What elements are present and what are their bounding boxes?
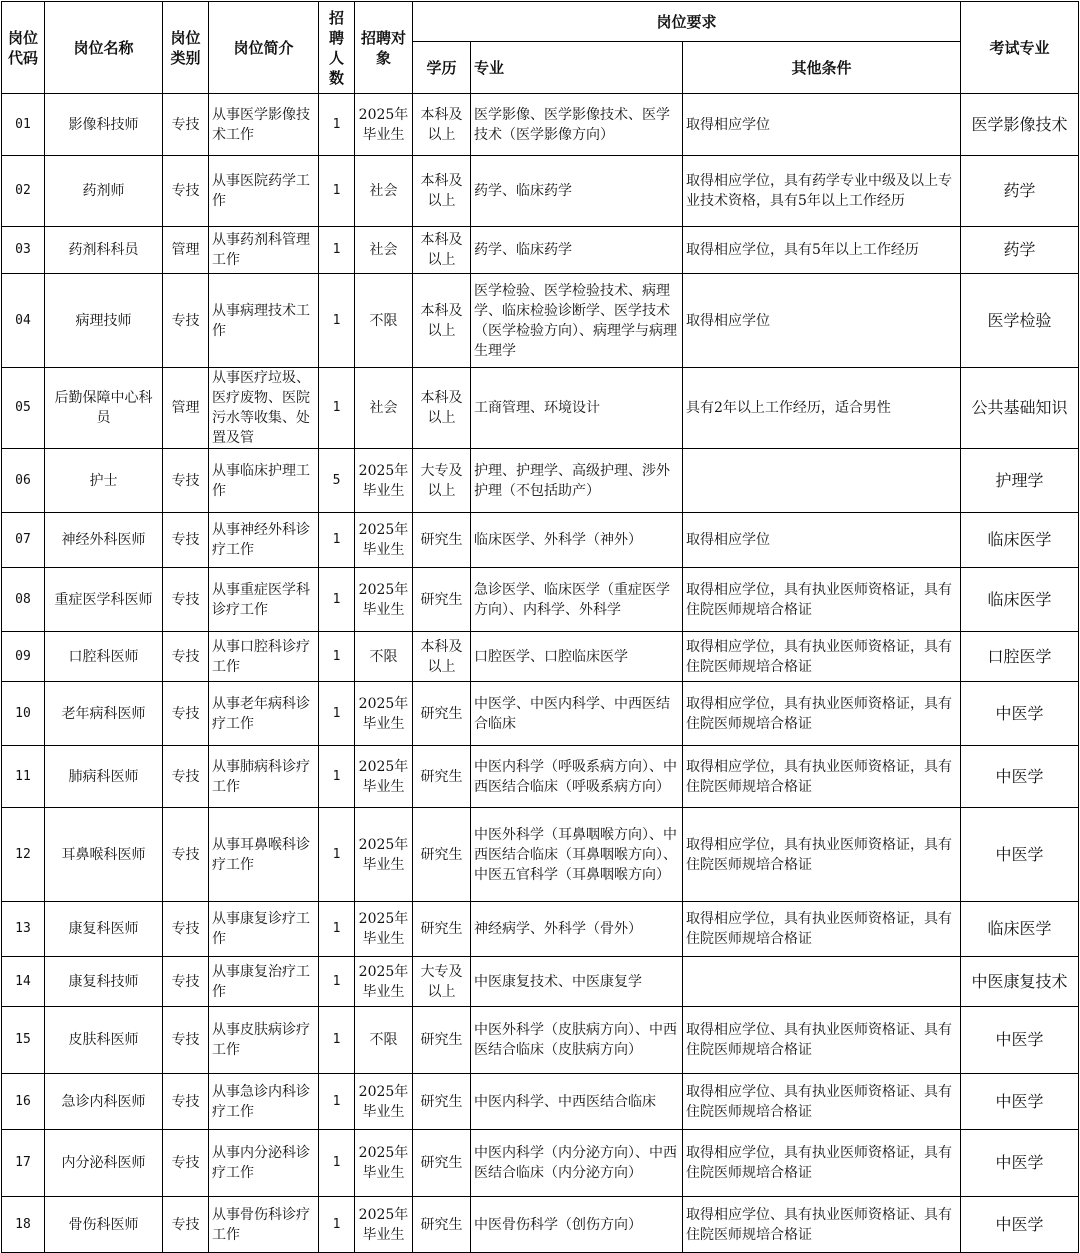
row-count: 1 xyxy=(319,1130,355,1197)
row-exam: 中医学 xyxy=(961,1074,1079,1130)
row-code: 10 xyxy=(2,682,45,746)
header-code: 岗位代码 xyxy=(2,2,45,94)
row-exam: 中医学 xyxy=(961,682,1079,746)
table-row xyxy=(2,368,1079,449)
table-row xyxy=(2,156,1079,227)
row-count: 1 xyxy=(319,1197,355,1253)
row-intro: 从事耳鼻喉科诊疗工作 xyxy=(209,808,319,902)
header-exam: 考试专业 xyxy=(961,2,1079,94)
row-education: 研究生 xyxy=(413,1007,471,1074)
row-education: 本科及以上 xyxy=(413,274,471,368)
row-exam: 公共基础知识 xyxy=(961,368,1079,449)
row-intro: 从事医疗垃圾、医疗废物、医院污水等收集、处置及管 xyxy=(209,368,319,449)
table-row xyxy=(2,957,1079,1007)
row-category: 专技 xyxy=(163,1074,209,1130)
row-count: 1 xyxy=(319,94,355,156)
row-count: 1 xyxy=(319,227,355,274)
row-education: 研究生 xyxy=(413,902,471,957)
row-other: 取得相应学位、具有执业医师资格证、具有住院医师规培合格证 xyxy=(683,1007,961,1074)
row-education: 本科及以上 xyxy=(413,227,471,274)
row-education: 本科及以上 xyxy=(413,94,471,156)
row-code: 12 xyxy=(2,808,45,902)
header-name: 岗位名称 xyxy=(45,2,163,94)
row-category: 专技 xyxy=(163,957,209,1007)
row-education: 本科及以上 xyxy=(413,368,471,449)
row-major: 口腔医学、口腔临床医学 xyxy=(471,632,683,682)
header-requirements: 岗位要求 xyxy=(413,2,961,42)
table-row xyxy=(2,808,1079,902)
table-body xyxy=(2,94,1079,1253)
table-row xyxy=(2,568,1079,632)
row-other: 取得相应学位，具有执业医师资格证，具有住院医师规培合格证 xyxy=(683,746,961,808)
row-name: 口腔科医师 xyxy=(45,632,163,682)
row-other: 取得相应学位、具有执业医师资格证、具有住院医师规培合格证 xyxy=(683,1197,961,1253)
row-code: 11 xyxy=(2,746,45,808)
row-target: 2025年毕业生 xyxy=(355,1197,413,1253)
row-major: 神经病学、外科学（骨外） xyxy=(471,902,683,957)
row-category: 管理 xyxy=(163,368,209,449)
table-row xyxy=(2,513,1079,568)
row-target: 2025年毕业生 xyxy=(355,746,413,808)
row-exam: 中医学 xyxy=(961,808,1079,902)
row-name: 康复科技师 xyxy=(45,957,163,1007)
row-target: 不限 xyxy=(355,274,413,368)
row-name: 神经外科医师 xyxy=(45,513,163,568)
row-name: 护士 xyxy=(45,449,163,513)
row-exam: 中医康复技术 xyxy=(961,957,1079,1007)
row-code: 13 xyxy=(2,902,45,957)
row-name: 急诊内科医师 xyxy=(45,1074,163,1130)
row-education: 研究生 xyxy=(413,682,471,746)
header-education: 学历 xyxy=(413,42,471,94)
row-education: 研究生 xyxy=(413,513,471,568)
row-name: 后勤保障中心科员 xyxy=(45,368,163,449)
row-major: 医学影像、医学影像技术、医学技术（医学影像方向） xyxy=(471,94,683,156)
row-exam: 临床医学 xyxy=(961,568,1079,632)
row-target: 不限 xyxy=(355,632,413,682)
header-target: 招聘对象 xyxy=(355,2,413,94)
row-major: 临床医学、外科学（神外） xyxy=(471,513,683,568)
row-name: 重症医学科医师 xyxy=(45,568,163,632)
row-other: 取得相应学位 xyxy=(683,513,961,568)
header-major: 专业 xyxy=(471,42,683,94)
row-intro: 从事老年病科诊疗工作 xyxy=(209,682,319,746)
row-name: 影像科技师 xyxy=(45,94,163,156)
row-target: 社会 xyxy=(355,227,413,274)
row-code: 05 xyxy=(2,368,45,449)
row-name: 骨伤科医师 xyxy=(45,1197,163,1253)
table-row xyxy=(2,449,1079,513)
row-exam: 医学影像技术 xyxy=(961,94,1079,156)
row-exam: 药学 xyxy=(961,156,1079,227)
row-code: 02 xyxy=(2,156,45,227)
row-intro: 从事药剂科管理工作 xyxy=(209,227,319,274)
row-category: 专技 xyxy=(163,513,209,568)
row-code: 09 xyxy=(2,632,45,682)
row-intro: 从事皮肤病诊疗工作 xyxy=(209,1007,319,1074)
row-code: 04 xyxy=(2,274,45,368)
row-count: 1 xyxy=(319,957,355,1007)
table-row xyxy=(2,682,1079,746)
row-name: 老年病科医师 xyxy=(45,682,163,746)
row-major: 中医学、中医内科学、中西医结合临床 xyxy=(471,682,683,746)
row-other: 取得相应学位，具有药学专业中级及以上专业技术资格，具有5年以上工作经历 xyxy=(683,156,961,227)
row-other: 取得相应学位，具有执业医师资格证，具有住院医师规培合格证 xyxy=(683,902,961,957)
row-major: 工商管理、环境设计 xyxy=(471,368,683,449)
row-major: 药学、临床药学 xyxy=(471,156,683,227)
header-other: 其他条件 xyxy=(683,42,961,94)
row-major: 中医康复技术、中医康复学 xyxy=(471,957,683,1007)
row-name: 药剂师 xyxy=(45,156,163,227)
row-target: 2025年毕业生 xyxy=(355,513,413,568)
row-education: 本科及以上 xyxy=(413,156,471,227)
row-count: 1 xyxy=(319,568,355,632)
row-category: 专技 xyxy=(163,808,209,902)
row-target: 2025年毕业生 xyxy=(355,1130,413,1197)
row-name: 病理技师 xyxy=(45,274,163,368)
row-category: 管理 xyxy=(163,227,209,274)
row-intro: 从事康复诊疗工作 xyxy=(209,902,319,957)
row-other: 取得相应学位，具有执业医师资格证，具有住院医师规培合格证 xyxy=(683,568,961,632)
row-exam: 护理学 xyxy=(961,449,1079,513)
row-intro: 从事口腔科诊疗工作 xyxy=(209,632,319,682)
row-exam: 中医学 xyxy=(961,746,1079,808)
row-count: 1 xyxy=(319,746,355,808)
row-major: 护理、护理学、高级护理、涉外护理（不包括助产） xyxy=(471,449,683,513)
row-education: 研究生 xyxy=(413,1074,471,1130)
row-category: 专技 xyxy=(163,746,209,808)
row-target: 2025年毕业生 xyxy=(355,902,413,957)
row-count: 1 xyxy=(319,156,355,227)
row-intro: 从事内分泌科诊疗工作 xyxy=(209,1130,319,1197)
row-count: 1 xyxy=(319,274,355,368)
table-row xyxy=(2,902,1079,957)
row-category: 专技 xyxy=(163,902,209,957)
row-other: 取得相应学位 xyxy=(683,274,961,368)
row-intro: 从事康复治疗工作 xyxy=(209,957,319,1007)
row-other: 取得相应学位，具有执业医师资格证，具有住院医师规培合格证 xyxy=(683,1130,961,1197)
row-code: 07 xyxy=(2,513,45,568)
row-count: 1 xyxy=(319,902,355,957)
row-education: 研究生 xyxy=(413,568,471,632)
row-intro: 从事骨伤科诊疗工作 xyxy=(209,1197,319,1253)
row-intro: 从事病理技术工作 xyxy=(209,274,319,368)
header-count: 招聘人数 xyxy=(319,2,355,94)
row-name: 皮肤科医师 xyxy=(45,1007,163,1074)
row-name: 耳鼻喉科医师 xyxy=(45,808,163,902)
row-exam: 中医学 xyxy=(961,1197,1079,1253)
row-count: 1 xyxy=(319,1007,355,1074)
row-major: 中医内科学、中西医结合临床 xyxy=(471,1074,683,1130)
row-code: 14 xyxy=(2,957,45,1007)
row-category: 专技 xyxy=(163,94,209,156)
table-row xyxy=(2,1130,1079,1197)
row-name: 内分泌科医师 xyxy=(45,1130,163,1197)
row-code: 16 xyxy=(2,1074,45,1130)
table-row xyxy=(2,274,1079,368)
row-major: 中医骨伤科学（创伤方向） xyxy=(471,1197,683,1253)
row-major: 中医内科学（内分泌方向）、中西医结合临床（内分泌方向） xyxy=(471,1130,683,1197)
row-major: 中医内科学（呼吸系病方向）、中西医结合临床（呼吸系病方向） xyxy=(471,746,683,808)
row-other: 取得相应学位，具有执业医师资格证，具有住院医师规培合格证 xyxy=(683,682,961,746)
row-major: 药学、临床药学 xyxy=(471,227,683,274)
row-count: 1 xyxy=(319,368,355,449)
row-category: 专技 xyxy=(163,156,209,227)
row-target: 社会 xyxy=(355,156,413,227)
header-intro: 岗位简介 xyxy=(209,2,319,94)
table-header xyxy=(2,2,1079,94)
row-category: 专技 xyxy=(163,1130,209,1197)
row-education: 本科及以上 xyxy=(413,632,471,682)
row-code: 01 xyxy=(2,94,45,156)
row-category: 专技 xyxy=(163,632,209,682)
row-other xyxy=(683,957,961,1007)
row-exam: 中医学 xyxy=(961,1007,1079,1074)
row-major: 急诊医学、临床医学（重症医学方向）、内科学、外科学 xyxy=(471,568,683,632)
row-name: 康复科医师 xyxy=(45,902,163,957)
row-intro: 从事临床护理工作 xyxy=(209,449,319,513)
row-major: 中医外科学（耳鼻咽喉方向）、中西医结合临床（耳鼻咽喉方向）、中医五官科学（耳鼻咽喉方向） xyxy=(471,808,683,902)
table-row xyxy=(2,632,1079,682)
row-category: 专技 xyxy=(163,449,209,513)
row-education: 大专及以上 xyxy=(413,449,471,513)
row-name: 药剂科科员 xyxy=(45,227,163,274)
row-intro: 从事医学影像技术工作 xyxy=(209,94,319,156)
table-row xyxy=(2,746,1079,808)
row-count: 1 xyxy=(319,682,355,746)
row-code: 18 xyxy=(2,1197,45,1253)
row-category: 专技 xyxy=(163,274,209,368)
row-education: 研究生 xyxy=(413,808,471,902)
row-count: 1 xyxy=(319,808,355,902)
row-education: 大专及以上 xyxy=(413,957,471,1007)
row-target: 2025年毕业生 xyxy=(355,957,413,1007)
table-row xyxy=(2,1197,1079,1253)
row-code: 15 xyxy=(2,1007,45,1074)
table-row xyxy=(2,94,1079,156)
row-target: 不限 xyxy=(355,1007,413,1074)
row-other: 取得相应学位，具有执业医师资格证，具有住院医师规培合格证 xyxy=(683,632,961,682)
recruitment-table xyxy=(1,1,1079,1253)
row-target: 2025年毕业生 xyxy=(355,449,413,513)
row-category: 专技 xyxy=(163,568,209,632)
row-count: 1 xyxy=(319,513,355,568)
row-intro: 从事急诊内科诊疗工作 xyxy=(209,1074,319,1130)
table-row xyxy=(2,227,1079,274)
row-intro: 从事医院药学工作 xyxy=(209,156,319,227)
row-major: 医学检验、医学检验技术、病理学、临床检验诊断学、医学技术（医学检验方向）、病理学与病理生理学 xyxy=(471,274,683,368)
row-other: 取得相应学位 xyxy=(683,94,961,156)
row-education: 研究生 xyxy=(413,746,471,808)
row-other xyxy=(683,449,961,513)
row-code: 03 xyxy=(2,227,45,274)
row-exam: 临床医学 xyxy=(961,513,1079,568)
row-code: 06 xyxy=(2,449,45,513)
row-category: 专技 xyxy=(163,1197,209,1253)
row-count: 5 xyxy=(319,449,355,513)
row-name: 肺病科医师 xyxy=(45,746,163,808)
header-category: 岗位类别 xyxy=(163,2,209,94)
row-target: 2025年毕业生 xyxy=(355,568,413,632)
table-row xyxy=(2,1007,1079,1074)
row-intro: 从事重症医学科诊疗工作 xyxy=(209,568,319,632)
row-exam: 口腔医学 xyxy=(961,632,1079,682)
row-count: 1 xyxy=(319,632,355,682)
row-target: 社会 xyxy=(355,368,413,449)
row-other: 取得相应学位，具有5年以上工作经历 xyxy=(683,227,961,274)
row-target: 2025年毕业生 xyxy=(355,808,413,902)
row-intro: 从事神经外科诊疗工作 xyxy=(209,513,319,568)
row-education: 研究生 xyxy=(413,1197,471,1253)
table-row xyxy=(2,1074,1079,1130)
row-other: 取得相应学位、具有执业医师资格证、具有住院医师规培合格证 xyxy=(683,1074,961,1130)
row-category: 专技 xyxy=(163,682,209,746)
row-target: 2025年毕业生 xyxy=(355,94,413,156)
row-exam: 临床医学 xyxy=(961,902,1079,957)
row-exam: 中医学 xyxy=(961,1130,1079,1197)
row-other: 具有2年以上工作经历，适合男性 xyxy=(683,368,961,449)
row-category: 专技 xyxy=(163,1007,209,1074)
row-target: 2025年毕业生 xyxy=(355,1074,413,1130)
row-other: 取得相应学位，具有执业医师资格证，具有住院医师规培合格证 xyxy=(683,808,961,902)
row-code: 17 xyxy=(2,1130,45,1197)
row-code: 08 xyxy=(2,568,45,632)
row-exam: 药学 xyxy=(961,227,1079,274)
row-education: 研究生 xyxy=(413,1130,471,1197)
row-target: 2025年毕业生 xyxy=(355,682,413,746)
row-count: 1 xyxy=(319,1074,355,1130)
row-major: 中医外科学（皮肤病方向）、中西医结合临床（皮肤病方向） xyxy=(471,1007,683,1074)
row-intro: 从事肺病科诊疗工作 xyxy=(209,746,319,808)
row-exam: 医学检验 xyxy=(961,274,1079,368)
